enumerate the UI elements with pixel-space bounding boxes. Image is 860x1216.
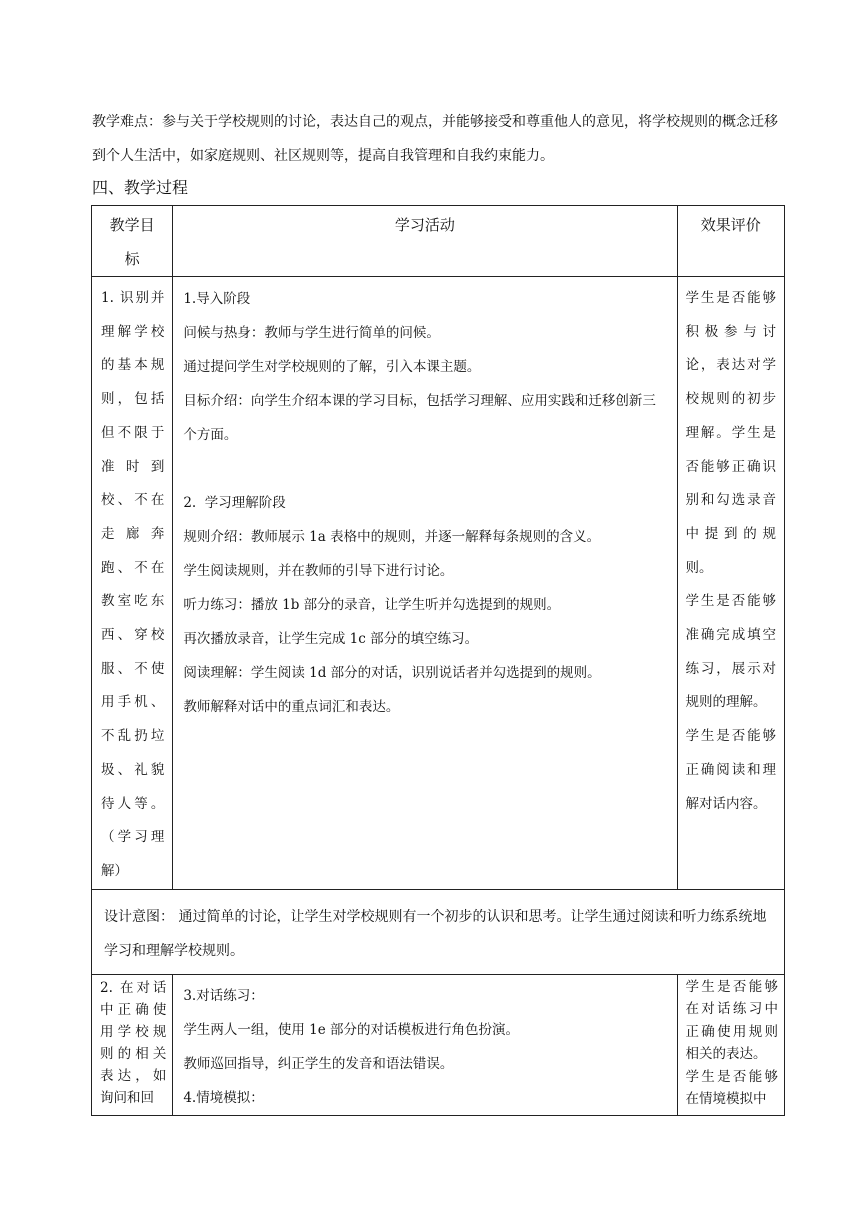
table-row [92,277,785,890]
teaching-difficulty: 教学难点：参与关于学校规则的讨论，表达自己的观点，并能够接受和尊重他人的意见，将学校规则的概念迁移到个人生活中，如家庭规则、社区规则等，提高自我管理和自我约束能力。 [92,114,778,164]
activity-line: 规则介绍：教师展示 1a 表格中的规则，并逐一解释每条规则的含义。 [183,529,601,545]
evaluation-cell [677,277,784,890]
goal-cell: 1. 识别并理解学校的基本规则，包括但不限于准时到校、不在走廊奔跑、不在教室吃东西、穿校服、不使用手机、不乱扔垃圾、礼貌待人等。（学习理解） [92,277,173,890]
activity-line: 目标介绍：向学生介绍本课的学习目标，包括学习理解、应用实践和迁移创新三个方面。 [183,393,656,443]
activity-line: 听力练习：播放 1b 部分的录音，让学生听并勾选提到的规则。 [183,597,561,613]
goal-cell: 2. 在对话中正确使用学校规则的相关表达，如询问和回 [92,974,173,1115]
design-intent-row [92,889,785,974]
evaluation-item: 学生是否能够正确阅读和理解对话内容。 [685,728,776,812]
activity-line: 2. 学习理解阶段 [183,495,286,511]
header-activity: 学习活动 [173,206,677,277]
activity-line: 再次播放录音，让学生完成 1c 部分的填空练习。 [183,631,479,647]
activity-line: 问候与热身：教师与学生进行简单的问候。 [183,325,440,341]
evaluation-item: 学生是否能够在情境模拟中 [685,1068,778,1108]
activity-line: 学生阅读规则，并在教师的引导下进行讨论。 [183,563,454,579]
header-goal: 教学目标 [92,206,173,277]
section-heading: 四、教学过程 [92,178,189,197]
design-intent: 设计意图： 通过简单的讨论，让学生对学校规则有一个初步的认识和思考。让学生通过阅读和听力练系统地学习和理解学校规则。 [92,889,785,974]
activity-line: 通过提问学生对学校规则的了解，引入本课主题。 [183,359,481,375]
activity-line: 教师解释对话中的重点词汇和表达。 [183,699,400,715]
table-row [92,974,785,1115]
activity-cell [173,277,677,890]
evaluation-cell [677,974,784,1115]
activity-line: 1.导入阶段 [183,291,251,307]
activity-spacer [183,452,668,486]
activity-line: 教师巡回指导，纠正学生的发音和语法错误。 [183,1055,454,1072]
activity-line: 阅读理解：学生阅读 1d 部分的对话，识别说话者并勾选提到的规则。 [183,665,601,681]
header-evaluation: 效果评价 [677,206,784,277]
activity-line: 学生两人一组，使用 1e 部分的对话模板进行角色扮演。 [183,1021,520,1038]
teaching-process-table [91,205,785,1116]
evaluation-item: 学生是否能够积极参与讨论，表达对学校规则的初步理解。学生是否能够正确识别和勾选录音中提到的规则。 [685,290,776,576]
activity-cell [173,974,677,1115]
evaluation-item: 学生是否能够准确完成填空练习，展示对规则的理解。 [685,593,776,711]
activity-line: 4.情境模拟： [183,1089,264,1106]
table-header-row [92,206,785,277]
activity-line: 3.对话练习： [183,987,264,1004]
evaluation-item: 学生是否能够在对话练习中正确使用规则相关的表达。 [685,978,778,1063]
